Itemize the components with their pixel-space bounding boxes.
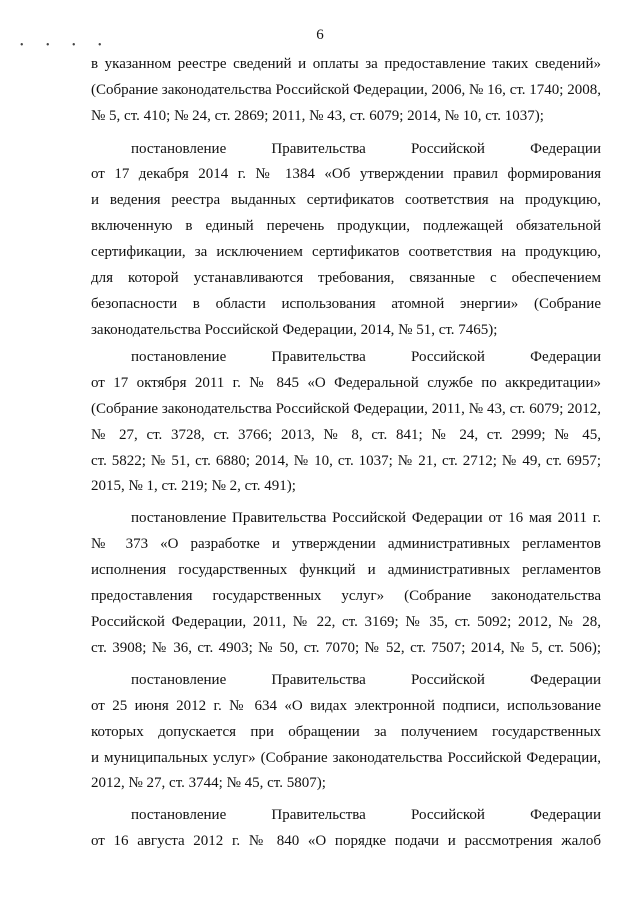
text-line: № 27, ст. 3728, ст. 3766; 2013, № 8, ст. 841; № 24, ст. 2999; № 45,	[91, 427, 601, 443]
text-line: постановление Правительства Российской Федерации от 16 мая 2011 г.	[131, 510, 601, 526]
text-line: от 16 августа 2012 г. № 840 «О порядке подачи и рассмотрения жалоб	[91, 833, 601, 849]
text-line: исполнения государственных функций и административных регламентов	[91, 562, 601, 578]
text-line: безопасности в области использования атомной энергии» (Собрание	[91, 296, 601, 312]
text-line: включенную в единый перечень продукции, подлежащей обязательной	[91, 218, 601, 234]
page-number: 6	[316, 27, 324, 43]
text-line: которых допускается при обращении за получением государственных	[91, 724, 601, 740]
text-line: № 5, ст. 410; № 24, ст. 2869; 2011, № 43, ст. 6079; 2014, № 10, ст. 1037);	[91, 108, 544, 124]
text-line: в указанном реестре сведений и оплаты за предоставление таких сведений»	[91, 56, 601, 72]
scan-marks: • • • •	[20, 40, 112, 51]
text-line: Российской Федерации, 2011, № 22, ст. 3169; № 35, ст. 5092; 2012, № 28,	[91, 614, 601, 630]
text-line: законодательства Российской Федерации, 2014, № 51, ст. 7465);	[91, 322, 498, 338]
text-line: для которой устанавливаются требования, связанные с обеспечением	[91, 270, 601, 286]
text-line: от 25 июня 2012 г. № 634 «О видах электронной подписи, использование	[91, 698, 601, 714]
text-line: от 17 октября 2011 г. № 845 «О Федеральной службе по аккредитации»	[91, 375, 601, 391]
text-line: ст. 5822; № 51, ст. 6880; 2014, № 10, ст. 1037; № 21, ст. 2712; № 49, ст. 6957;	[91, 453, 601, 469]
text-line: постановление Правительства Российской Федерации	[131, 141, 601, 157]
text-line: предоставления государственных услуг» (Собрание законодательства	[91, 588, 601, 604]
text-line: постановление Правительства Российской Федерации	[131, 807, 601, 823]
text-line: 2015, № 1, ст. 219; № 2, ст. 491);	[91, 478, 296, 494]
text-line: № 373 «О разработке и утверждении административных регламентов	[91, 536, 601, 552]
text-line: постановление Правительства Российской Федерации	[131, 672, 601, 688]
text-line: и ведения реестра выданных сертификатов соответствия на продукцию,	[91, 192, 601, 208]
text-line: (Собрание законодательства Российской Федерации, 2006, № 16, ст. 1740; 2008,	[91, 82, 601, 98]
text-line: от 17 декабря 2014 г. № 1384 «Об утверждении правил формирования	[91, 166, 601, 182]
text-line: сертификации, за исключением сертификатов соответствия на продукцию,	[91, 244, 601, 260]
text-line: постановление Правительства Российской Федерации	[131, 349, 601, 365]
text-line: (Собрание законодательства Российской Федерации, 2011, № 43, ст. 6079; 2012,	[91, 401, 601, 417]
text-line: 2012, № 27, ст. 3744; № 45, ст. 5807);	[91, 775, 326, 791]
text-line: ст. 3908; № 36, ст. 4903; № 50, ст. 7070; № 52, ст. 7507; 2014, № 5, ст. 506);	[91, 640, 601, 656]
text-line: и муниципальных услуг» (Собрание законодательства Российской Федерации,	[91, 750, 601, 766]
